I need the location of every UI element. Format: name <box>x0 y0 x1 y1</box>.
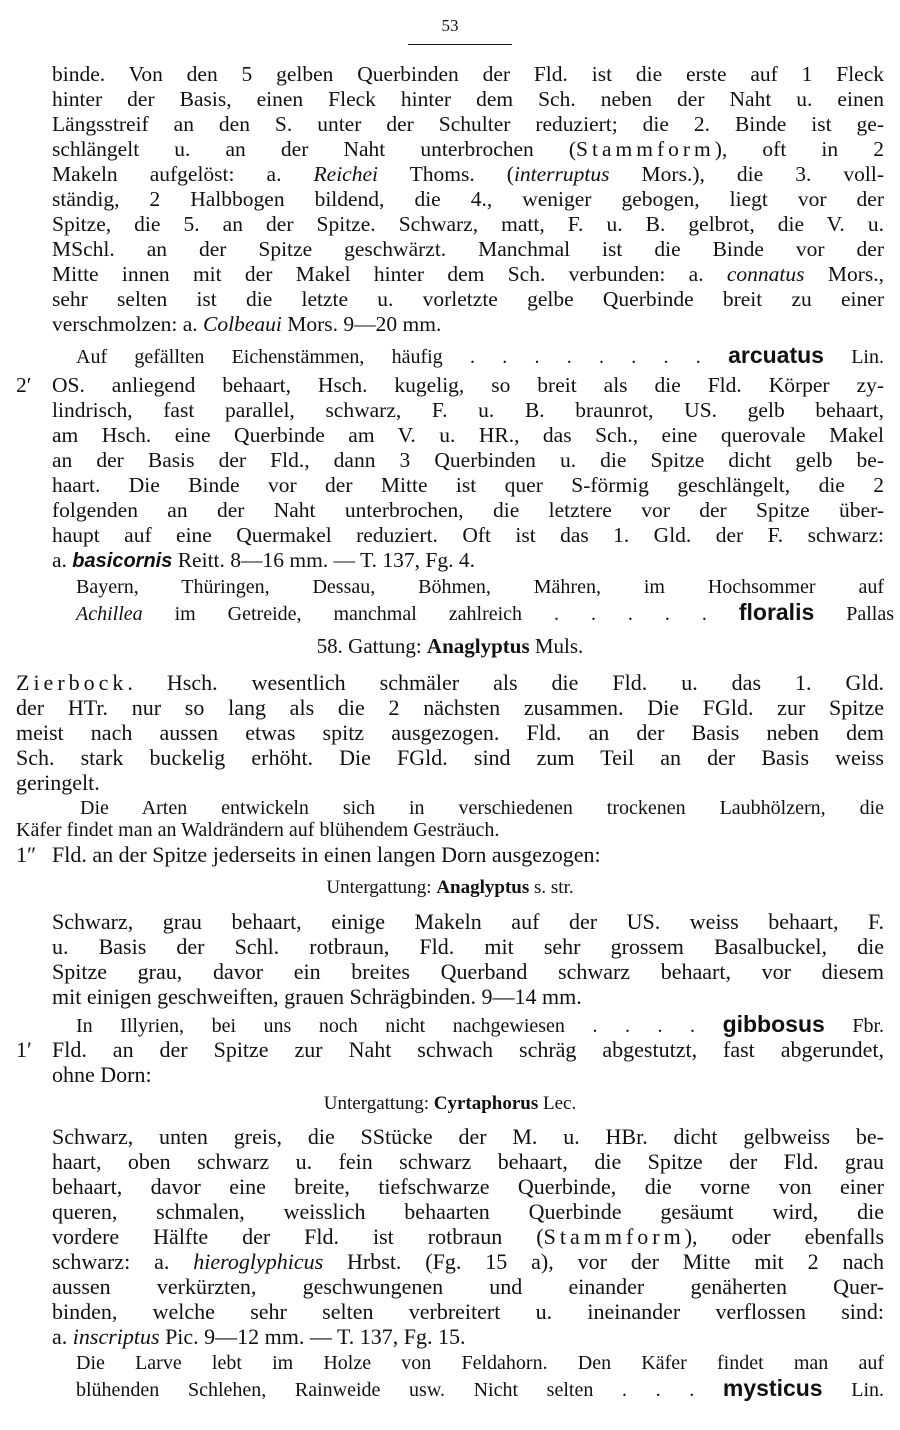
subgenus-author: s. str. <box>534 877 574 898</box>
habitat-line <box>76 1012 884 1037</box>
text-line: aussen verkürzten, geschwungenen und einander genäherten Quer- <box>52 1274 884 1299</box>
species-author: Fbr. <box>852 1015 885 1037</box>
key-text: Fld. an der Spitze jederseits in einen langen Dorn ausgezogen: <box>52 842 601 867</box>
text-line: Spitze grau, davor ein breites Querband schwarz behaart, vor diesem <box>52 959 884 984</box>
key-text: ohne Dorn: <box>52 1062 152 1087</box>
text-line: Sch. stark buckelig erhöht. Die FGld. sind zum Teil an der Basis weiss <box>16 745 884 770</box>
text-span: Mors.), die 3. voll- <box>609 162 884 186</box>
text-line: binden, welche sehr selten verbreitert u. ineinander verflossen sind: <box>52 1299 884 1324</box>
species-name: gibbosus <box>722 1011 825 1037</box>
text-span: . Hsch. wesentlich schmäler als die Fld. u. das 1. Gld. <box>127 670 884 695</box>
genus-author: Muls. <box>534 634 584 658</box>
subgenus-author: Lec. <box>542 1093 577 1114</box>
subgenus-name: Anaglyptus <box>436 877 530 898</box>
text-span: vordere Hälfte der Fld. ist rotbraun ( <box>52 1224 544 1249</box>
text-line: OS. anliegend behaart, Hsch. kugelig, so breit als die Fld. Körper zy- <box>52 373 884 397</box>
text-span: Makeln aufgelöst: a. <box>52 162 314 186</box>
text-span: a. <box>52 1324 73 1349</box>
note-text: blühenden Schlehen, Rainweide usw. Nicht selten . . . <box>76 1379 695 1401</box>
text-span: Hrbst. (Fg. 15 a), vor der Mitte mit 2 nach <box>323 1249 884 1274</box>
habitat-line: Bayern, Thüringen, Dessau, Böhmen, Mähren, im Hochsommer auf <box>76 576 884 598</box>
species-name: floralis <box>738 599 815 625</box>
subgenus-name: Cyrtaphorus <box>433 1093 539 1114</box>
text-line: ständig, 2 Halbbogen bildend, die 4., weniger gebogen, liegt vor der <box>52 187 884 211</box>
subgenus-heading <box>0 1092 900 1117</box>
habitat-text: im Getreide, manchmal zahlreich . . . . . <box>142 603 707 625</box>
text-span: Pic. 9—12 mm. — T. 137, Fg. 15. <box>159 1324 466 1349</box>
text-line: meist nach aussen etwas spitz ausgezogen. Fld. an der Basis neben dem <box>16 720 884 745</box>
text-line: geringelt. <box>16 770 100 795</box>
subgenus-label: Untergattung: <box>326 877 432 898</box>
text-line: behaart, davor eine breite, tiefschwarze Querbinde, die vorne von einer <box>52 1174 884 1199</box>
text-span: Mors. 9—20 mm. <box>281 312 442 336</box>
text-line: an der Basis der Fld., dann 3 Querbinden u. die Spitze dicht gelb be- <box>52 448 884 472</box>
text-line: Längsstreif an den S. unter der Schulter reduziert; die 2. Binde ist ge- <box>52 112 884 136</box>
text-span: Thoms. ( <box>377 162 514 186</box>
species-author: Lin. <box>851 346 884 368</box>
text-line: Schwarz, grau behaart, einige Makeln auf der US. weiss behaart, F. <box>52 909 884 934</box>
aberration-name: Colbeaui <box>203 312 282 336</box>
text-line: binde. Von den 5 gelben Querbinden der Fld. ist die erste auf 1 Fleck <box>52 62 884 86</box>
habitat-text: Auf gefällten Eichenstämmen, häufig . . . . . . . . <box>76 346 701 368</box>
key-text: Fld. an der Spitze zur Naht schwach schräg abgestutzt, fast abgerundet, <box>52 1037 884 1062</box>
species-author: Pallas <box>846 603 895 625</box>
habitat-text: In Illyrien, bei uns noch nicht nachgewiesen . . . . <box>76 1015 696 1037</box>
text-line <box>52 1325 466 1350</box>
text-line: haupt auf eine Quermakel reduziert. Oft ist das 1. Gld. der F. schwarz: <box>52 523 884 547</box>
text-line: Schwarz, unten greis, die SStücke der M. u. HBr. dicht gelbweiss be- <box>52 1124 884 1149</box>
aberration-name: inscriptus <box>72 1324 160 1349</box>
genus-number: 58. Gattung: <box>316 634 422 658</box>
text-line <box>52 162 884 187</box>
text-line: am Hsch. eine Querbinde am V. u. HR., das Sch., eine querovale Makel <box>52 423 884 447</box>
text-line: der HTr. nur so lang als die 2 nächsten zusammen. Die FGld. zur Spitze <box>16 695 884 720</box>
text-line: u. Basis der Schl. rotbraun, Fld. mit sehr grossem Basalbuckel, die <box>52 934 884 959</box>
plant-name: Achillea <box>76 603 143 625</box>
text-span: Mitte innen mit der Makel hinter dem Sch. verbunden: a. <box>52 262 727 286</box>
text-line: haart. Die Binde vor der Mitte ist quer S-förmig geschlängelt, die 2 <box>52 473 884 497</box>
text-span: a. <box>52 548 73 572</box>
text-line: mit einigen geschweiften, grauen Schrägbinden. 9—14 mm. <box>52 984 582 1009</box>
note-line: Käfer findet man an Waldrändern auf blühendem Gesträuch. <box>16 819 500 841</box>
habitat-line <box>76 343 884 368</box>
text-span: ), oder ebenfalls <box>684 1224 884 1249</box>
text-line: hinter der Basis, einen Fleck hinter dem Sch. neben der Naht u. einen <box>52 87 884 111</box>
text-line: haart, oben schwarz u. fein schwarz behaart, die Spitze der Fld. grau <box>52 1149 884 1174</box>
text-line <box>52 1225 884 1250</box>
note-line <box>76 1376 884 1401</box>
text-line: sehr selten ist die letzte u. vorletzte gelbe Querbinde breit zu einer <box>52 287 884 311</box>
header-rule <box>408 44 512 45</box>
key-marker: 1″ <box>16 842 37 867</box>
page-number: 53 <box>441 16 459 35</box>
text-line: MSchl. an der Spitze geschwärzt. Manchmal ist die Binde vor der <box>52 237 884 261</box>
species-name: arcuatus <box>728 342 824 368</box>
text-span: Mors., <box>804 262 884 286</box>
stammform-term: Stammform <box>543 1224 685 1249</box>
text-line <box>52 1250 884 1275</box>
text-line: Spitze, die 5. an der Spitze. Schwarz, matt, F. u. B. gelbrot, die V. u. <box>52 212 884 236</box>
note-line: Die Arten entwickeln sich in verschiedenen trockenen Laubhölzern, die <box>80 797 884 819</box>
key-marker: 1′ <box>16 1037 32 1062</box>
species-author: Lin. <box>851 1379 885 1401</box>
text-line <box>52 262 884 287</box>
text-line: folgenden an der Naht unterbrochen, die letztere vor der Spitze über- <box>52 498 884 522</box>
text-line: queren, schmalen, weisslich behaarten Querbinde gesäumt wird, die <box>52 1199 884 1224</box>
aberration-name: basicornis <box>72 550 173 572</box>
aberration-name: hieroglyphicus <box>193 1249 324 1274</box>
species-name: mysticus <box>722 1375 823 1401</box>
text-line <box>16 671 884 696</box>
common-name: Zierbock <box>16 670 128 695</box>
text-span: verschmolzen: a. <box>52 312 204 336</box>
text-span: Reitt. 8—16 mm. — T. 137, Fg. 4. <box>172 548 475 572</box>
text-span: schlängelt u. an der Naht unterbrochen ( <box>52 137 577 161</box>
subgenus-heading <box>0 876 900 901</box>
genus-heading <box>0 634 900 659</box>
text-line <box>52 548 475 573</box>
subgenus-label: Untergattung: <box>323 1093 429 1114</box>
text-span: schwarz: a. <box>52 1249 194 1274</box>
note-line: Die Larve lebt im Holze von Feldahorn. Den Käfer findet man auf <box>76 1352 884 1374</box>
aberration-name: interruptus <box>513 162 610 186</box>
stammform-term: Stammform <box>576 137 715 161</box>
text-line <box>52 137 884 162</box>
aberration-name: connatus <box>726 262 805 286</box>
text-span: ), oft in 2 <box>714 137 884 161</box>
text-line: lindrisch, fast parallel, schwarz, F. u. B. braunrot, US. gelb behaart, <box>52 398 884 422</box>
habitat-line <box>76 600 894 625</box>
aberration-name: Reichei <box>313 162 378 186</box>
key-marker: 2′ <box>16 373 32 397</box>
genus-name: Anaglyptus <box>426 634 530 658</box>
text-line <box>52 312 441 337</box>
